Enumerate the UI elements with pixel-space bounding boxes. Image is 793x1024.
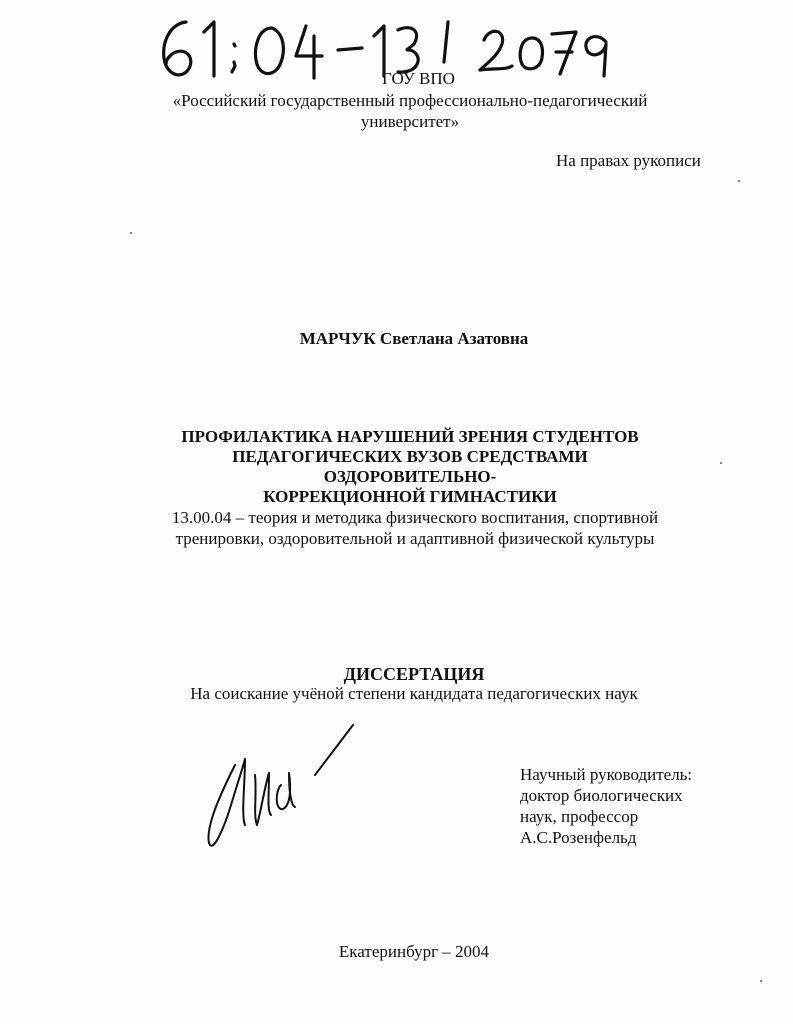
degree-statement: На соискание учёной степени кандидата педагогических наук — [190, 684, 638, 703]
supervisor-title-1: доктор биологических — [520, 786, 683, 805]
title-line-3: КОРРЕКЦИОННОЙ ГИМНАСТИКИ — [263, 487, 557, 506]
scan-speck — [720, 462, 722, 464]
document-type: ДИССЕРТАЦИЯ — [343, 664, 485, 684]
scan-speck — [738, 180, 740, 182]
scan-speck — [760, 980, 762, 982]
supervisor-name: А.С.Розенфельд — [520, 828, 637, 847]
supervisor-label: Научный руководитель: — [520, 765, 693, 784]
title-line-2: ПЕДАГОГИЧЕСКИХ ВУЗОВ СРЕДСТВАМИ ОЗДОРОВИТЕЛЬНО- — [232, 447, 588, 486]
specialty-code — [130, 507, 700, 549]
dissertation-title — [150, 427, 670, 507]
signature — [195, 715, 375, 855]
scan-speck — [130, 232, 132, 234]
specialty-line-1: 13.00.04 – теория и методика физического воспитания, спортивной — [171, 508, 659, 527]
specialty-line-2: тренировки, оздоровительной и адаптивной физической культуры — [175, 529, 655, 548]
institution-short: ГОУ ВПО — [382, 69, 455, 88]
supervisor-block — [520, 764, 692, 848]
author-name: МАРЧУК Светлана Азатовна — [299, 329, 529, 348]
title-line-1: ПРОФИЛАКТИКА НАРУШЕНИЙ ЗРЕНИЯ СТУДЕНТОВ — [181, 427, 639, 446]
rights-note: На правах рукописи — [556, 151, 701, 170]
supervisor-title-2: наук, профессор — [520, 807, 639, 826]
institution-full: «Российский государственный профессионально-педагогический университет» — [172, 91, 648, 131]
city-year: Екатеринбург – 2004 — [338, 942, 490, 961]
